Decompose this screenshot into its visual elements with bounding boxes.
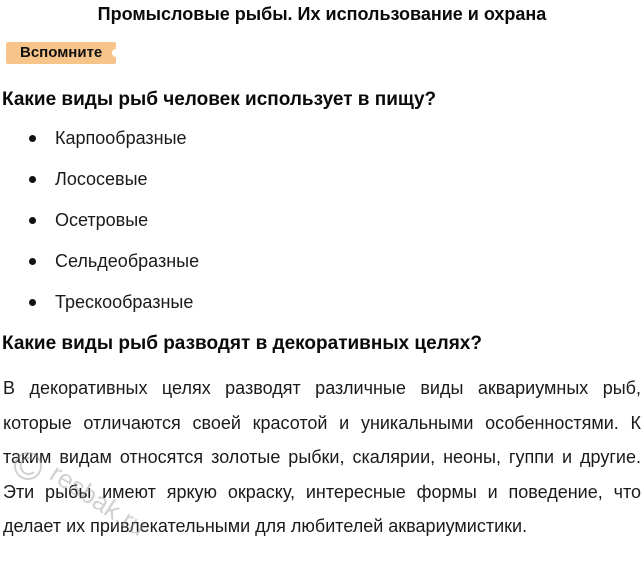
remember-badge — [6, 42, 116, 64]
list-item-text: Лососевые — [55, 169, 148, 189]
remember-badge-label: Вспомните — [20, 44, 103, 61]
bullet-icon — [29, 135, 36, 142]
page-title: Промысловые рыбы. Их использование и охрана — [97, 4, 547, 24]
list-item-text: Сельдеобразные — [55, 251, 200, 271]
badge-notch — [112, 49, 120, 57]
answer-paragraph: В декоративных целях разводят различные виды аквариумных рыб, которые отличаются своей красотой и уникальными особенностями. К таким видам относятся золотые рыбки, скалярии, неоны, гуппи и другие. Эти рыбы имеют яркую окраску, интересные формы и поведение, что делает их привлекательными для любителей аквариумистики. — [3, 378, 641, 536]
list-item-text: Трескообразные — [55, 292, 194, 312]
bullet-icon — [29, 176, 36, 183]
list-item-text: Карпообразные — [55, 128, 187, 148]
watermark-text: resbak.ru — [44, 457, 152, 543]
question-decorative-fish: Какие виды рыб разводят в декоративных целях? — [2, 333, 482, 354]
bullet-icon — [29, 299, 36, 306]
list-item-text: Осетровые — [55, 210, 149, 230]
question-food-fish: Какие виды рыб человек использует в пищу? — [2, 89, 437, 110]
bullet-icon — [29, 217, 36, 224]
bullet-icon — [29, 258, 36, 265]
